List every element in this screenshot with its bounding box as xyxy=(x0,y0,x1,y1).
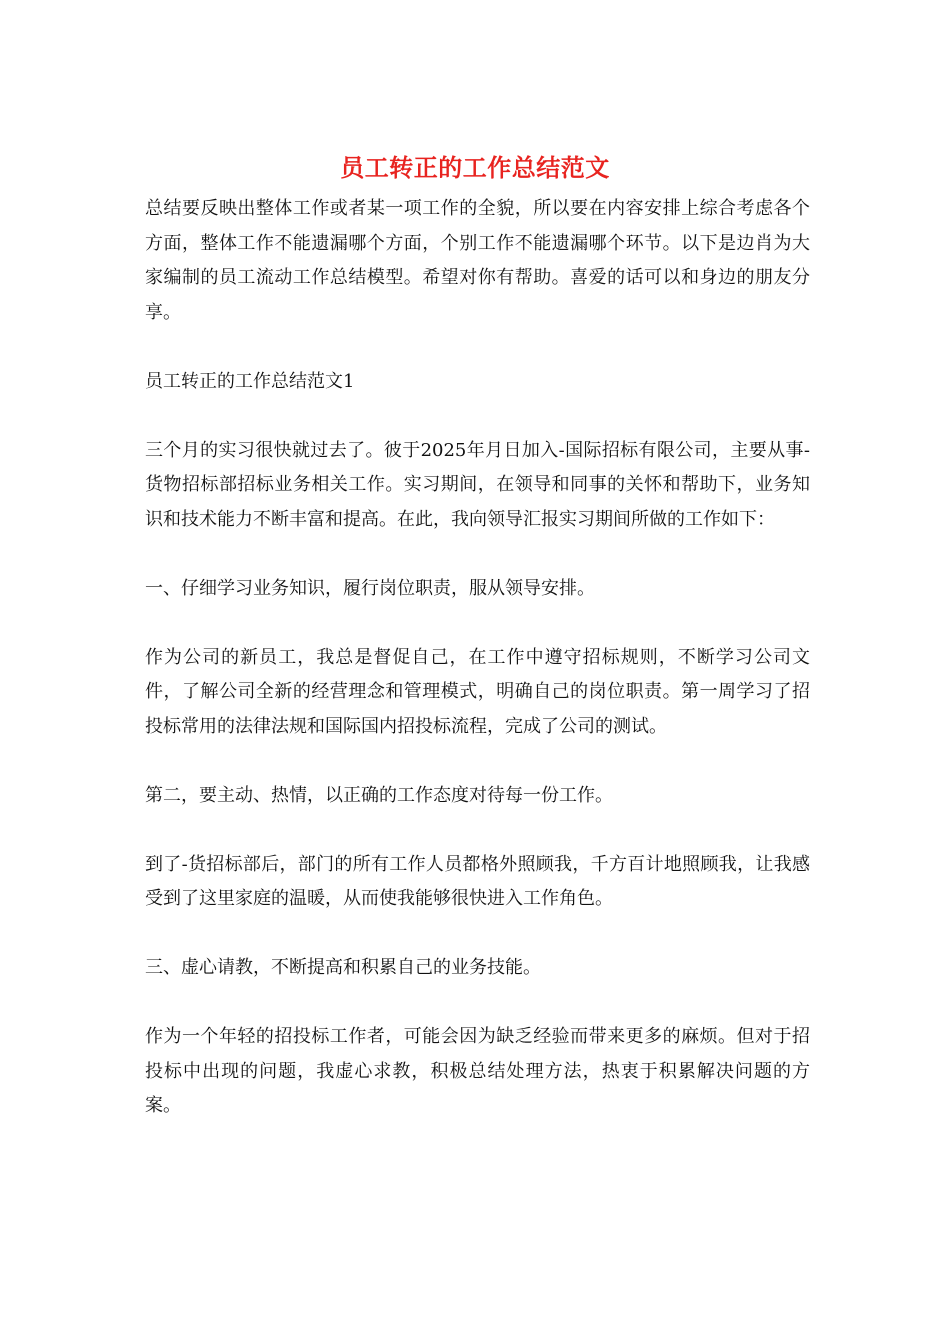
paragraph-point-3: 作为一个年轻的招投标工作者，可能会因为缺乏经验而带来更多的麻烦。但对于招投标中出现的问题，我虚心求教，积极总结处理方法，热衷于积累解决问题的方案。 xyxy=(145,1026,810,1116)
paragraph-point-2: 到了-货招标部后，部门的所有工作人员都格外照顾我，千方百计地照顾我，让我感受到了这里家庭的温暖，从而使我能够很快进入工作角色。 xyxy=(145,853,811,909)
intro-paragraph: 总结要反映出整体工作或者某一项工作的全貌，所以要在内容安排上综合考虑各个方面，整体工作不能遗漏哪个方面，个别工作不能遗漏哪个环节。以下是边肖为大家编制的员工流动工作总结模型。希望对你有帮助。喜爱的话可以和身边的朋友分享。 xyxy=(145,198,810,323)
point-heading-3: 三、虚心请教，不断提高和积累自己的业务技能。 xyxy=(145,957,541,978)
paragraph-internship-overview: 三个月的实习很快就过去了。彼于2025年月日加入-国际招标有限公司，主要从事-货物招标部招标业务相关工作。实习期间，在领导和同事的关怀和帮助下，业务知识和技术能力不断丰富和提高。在此，我向领导汇报实习期间所做的工作如下： xyxy=(145,439,810,530)
document-title: 员工转正的工作总结范文 xyxy=(340,153,610,182)
document-body xyxy=(145,192,810,1158)
paragraph-point-1: 作为公司的新员工，我总是督促自己，在工作中遵守招标规则，不断学习公司文件，了解公司全新的经营理念和管理模式，明确自己的岗位职责。第一周学习了招投标常用的法律法规和国际国内招投标流程，完成了公司的测试。 xyxy=(145,646,810,737)
point-heading-2: 第二，要主动、热情，以正确的工作态度对待每一份工作。 xyxy=(145,784,613,806)
section-heading-sample-1: 员工转正的工作总结范文1 xyxy=(145,370,355,392)
point-heading-1: 一、仔细学习业务知识，履行岗位职责，服从领导安排。 xyxy=(145,577,595,599)
